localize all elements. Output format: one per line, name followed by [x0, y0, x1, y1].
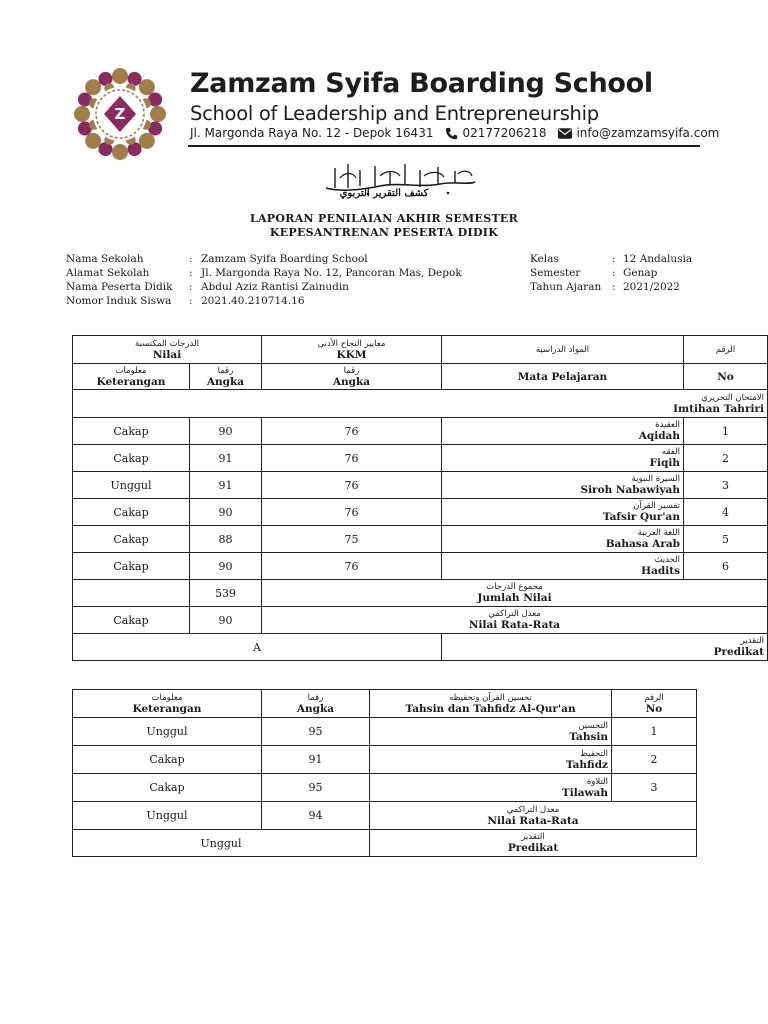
average-row [73, 607, 768, 634]
logo-petal [85, 79, 101, 95]
predikat-value: Unggul [73, 830, 370, 857]
info-colon: : [189, 267, 193, 279]
school-tagline: School of Leadership and Entrepreneurship [190, 102, 599, 125]
header-angka: رقما Angka [262, 690, 370, 718]
school-phone: 02177206218 [462, 126, 547, 140]
header-kkm-angka: رقما Angka [262, 364, 442, 390]
total-angka-cell: 539 [190, 580, 262, 607]
average-row [73, 802, 697, 830]
average-keterangan-cell: Cakap [73, 607, 190, 634]
total-label: مجموع الدرجات Jumlah Nilai [262, 580, 768, 607]
info-value: Zamzam Syifa Boarding School [201, 253, 368, 265]
header-nilai: الدرجات المكتسبة Nilai [73, 336, 262, 364]
info-label: Nama Peserta Didik [66, 281, 173, 293]
table-row [73, 718, 697, 746]
section-label: الامتحان التحريري Imtihan Tahriri [73, 390, 768, 418]
average-angka-cell: 94 [262, 802, 370, 830]
subject-cell: اللغة العربية Bahasa Arab [442, 526, 684, 553]
angka-cell: 90 [190, 553, 262, 580]
predikat-label: التقدير Predikat [370, 830, 697, 857]
no-cell: 3 [684, 472, 768, 499]
info-value: Jl. Margonda Raya No. 12, Pancoran Mas, Depok [201, 267, 462, 279]
info-value: 2021/2022 [623, 281, 680, 293]
no-cell: 1 [684, 418, 768, 445]
info-label: Nama Sekolah [66, 253, 144, 265]
no-cell: 4 [684, 499, 768, 526]
subject-cell: العقيدة Aqidah [442, 418, 684, 445]
logo-petal [112, 144, 128, 160]
logo-petal [139, 79, 155, 95]
header-keterangan: معلومات Keterangan [73, 364, 190, 390]
angka-cell: 88 [190, 526, 262, 553]
header-mata-pelajaran: Mata Pelajaran [442, 364, 684, 390]
table-row [73, 472, 768, 499]
table-row [73, 445, 768, 472]
kkm-cell: 75 [262, 526, 442, 553]
keterangan-cell: Cakap [73, 553, 190, 580]
total-row [73, 580, 768, 607]
subject-cell: السيرة النبوية Siroh Nabawiyah [442, 472, 684, 499]
student-info-left [66, 253, 486, 309]
keterangan-cell: Cakap [73, 418, 190, 445]
info-value: 2021.40.210714.16 [201, 295, 305, 307]
no-cell: 6 [684, 553, 768, 580]
zs-logo-icon [70, 64, 170, 164]
angka-cell: 95 [262, 718, 370, 746]
table-row [73, 774, 697, 802]
keterangan-cell: Cakap [73, 774, 262, 802]
no-cell: 1 [612, 718, 697, 746]
no-cell: 5 [684, 526, 768, 553]
kkm-cell: 76 [262, 499, 442, 526]
info-colon: : [189, 281, 193, 293]
info-colon: : [612, 267, 616, 279]
info-label: Tahun Ajaran [530, 281, 602, 293]
info-colon: : [189, 295, 193, 307]
report-title: LAPORAN PENILAIAN AKHIR SEMESTER [249, 212, 519, 225]
info-colon: : [189, 253, 193, 265]
predikat-value: A [73, 634, 442, 661]
contact-row [190, 126, 719, 140]
school-email: info@zamzamsyifa.com [576, 126, 720, 140]
header-no: No [684, 364, 768, 390]
keterangan-cell: Cakap [73, 445, 190, 472]
angka-cell: 91 [262, 746, 370, 774]
info-value: 12 Andalusia [623, 253, 693, 265]
table-subheader-row [73, 364, 768, 390]
info-label: Semester [530, 267, 581, 279]
header-divider [188, 145, 700, 147]
header-subjects-ar: المواد الدراسية [442, 336, 684, 364]
phone-icon [445, 127, 458, 140]
average-keterangan-cell: Unggul [73, 802, 262, 830]
header-subject: تحسين القرآن وتحفيظه Tahsin dan Tahfidz Al-Qur'an [370, 690, 612, 718]
header-kkm: معايير النجاح الأدنى KKM [262, 336, 442, 364]
average-label: معدل التراكمي Nilai Rata-Rata [262, 607, 768, 634]
header-angka: رقما Angka [190, 364, 262, 390]
keterangan-cell: Cakap [73, 499, 190, 526]
subject-cell: التلاوة Tilawah [370, 774, 612, 802]
logo-petal [85, 133, 101, 149]
report-title-arabic: كشف التقرير التربوي [339, 188, 429, 199]
logo-petal [139, 133, 155, 149]
info-colon: : [612, 253, 616, 265]
logo-petal [150, 106, 166, 122]
keterangan-cell: Unggul [73, 472, 190, 499]
student-info-right [530, 253, 710, 295]
grades-table-tahsin-tahfidz [72, 689, 697, 857]
logo-petal [74, 106, 90, 122]
info-colon: : [612, 281, 616, 293]
subject-cell: التحسين Tahsin [370, 718, 612, 746]
angka-cell: 95 [262, 774, 370, 802]
predikat-row [73, 830, 697, 857]
info-label: Nomor Induk Siswa [66, 295, 172, 307]
info-label: Kelas [530, 253, 559, 265]
table-header-row [73, 336, 768, 364]
report-subtitle: KEPESANTRENAN PESERTA DIDIK [269, 226, 499, 239]
subject-cell: الفقه Fiqih [442, 445, 684, 472]
kkm-cell: 76 [262, 553, 442, 580]
angka-cell: 90 [190, 418, 262, 445]
table-row [73, 746, 697, 774]
kkm-cell: 76 [262, 445, 442, 472]
kkm-cell: 76 [262, 418, 442, 445]
school-address: Jl. Margonda Raya No. 12 - Depok 16431 [190, 126, 434, 140]
average-label: معدل التراكمي Nilai Rata-Rata [370, 802, 697, 830]
keterangan-cell: Cakap [73, 526, 190, 553]
subject-cell: التحفيظ Tahfidz [370, 746, 612, 774]
kkm-cell: 76 [262, 472, 442, 499]
header-keterangan: معلومات Keterangan [73, 690, 262, 718]
table-row [73, 418, 768, 445]
table-row [73, 526, 768, 553]
subject-cell: تفسير القرآن Tafsir Qur'an [442, 499, 684, 526]
angka-cell: 91 [190, 472, 262, 499]
angka-cell: 90 [190, 499, 262, 526]
info-label: Alamat Sekolah [66, 267, 150, 279]
angka-cell: 91 [190, 445, 262, 472]
empty-cell [73, 580, 190, 607]
table-header-row [73, 690, 697, 718]
keterangan-cell: Cakap [73, 746, 262, 774]
school-name: Zamzam Syifa Boarding School [190, 68, 653, 99]
info-value: Abdul Aziz Rantisi Zainudin [201, 281, 349, 293]
no-cell: 3 [612, 774, 697, 802]
predikat-label: التقدير Predikat [442, 634, 768, 661]
grades-table-written-exam [72, 335, 768, 661]
info-value: Genap [623, 267, 658, 279]
table-row [73, 553, 768, 580]
subject-cell: الحديث Hadits [442, 553, 684, 580]
predikat-row [73, 634, 768, 661]
average-angka-cell: 90 [190, 607, 262, 634]
section-row [73, 390, 768, 418]
table-row [73, 499, 768, 526]
logo-petal [112, 68, 128, 84]
letterhead [60, 58, 720, 152]
no-cell: 2 [612, 746, 697, 774]
keterangan-cell: Unggul [73, 718, 262, 746]
email-icon [558, 128, 572, 139]
header-no: الرقم No [612, 690, 697, 718]
svg-text:Z: Z [114, 105, 126, 123]
header-no-ar: الرقم [684, 336, 768, 364]
no-cell: 2 [684, 445, 768, 472]
